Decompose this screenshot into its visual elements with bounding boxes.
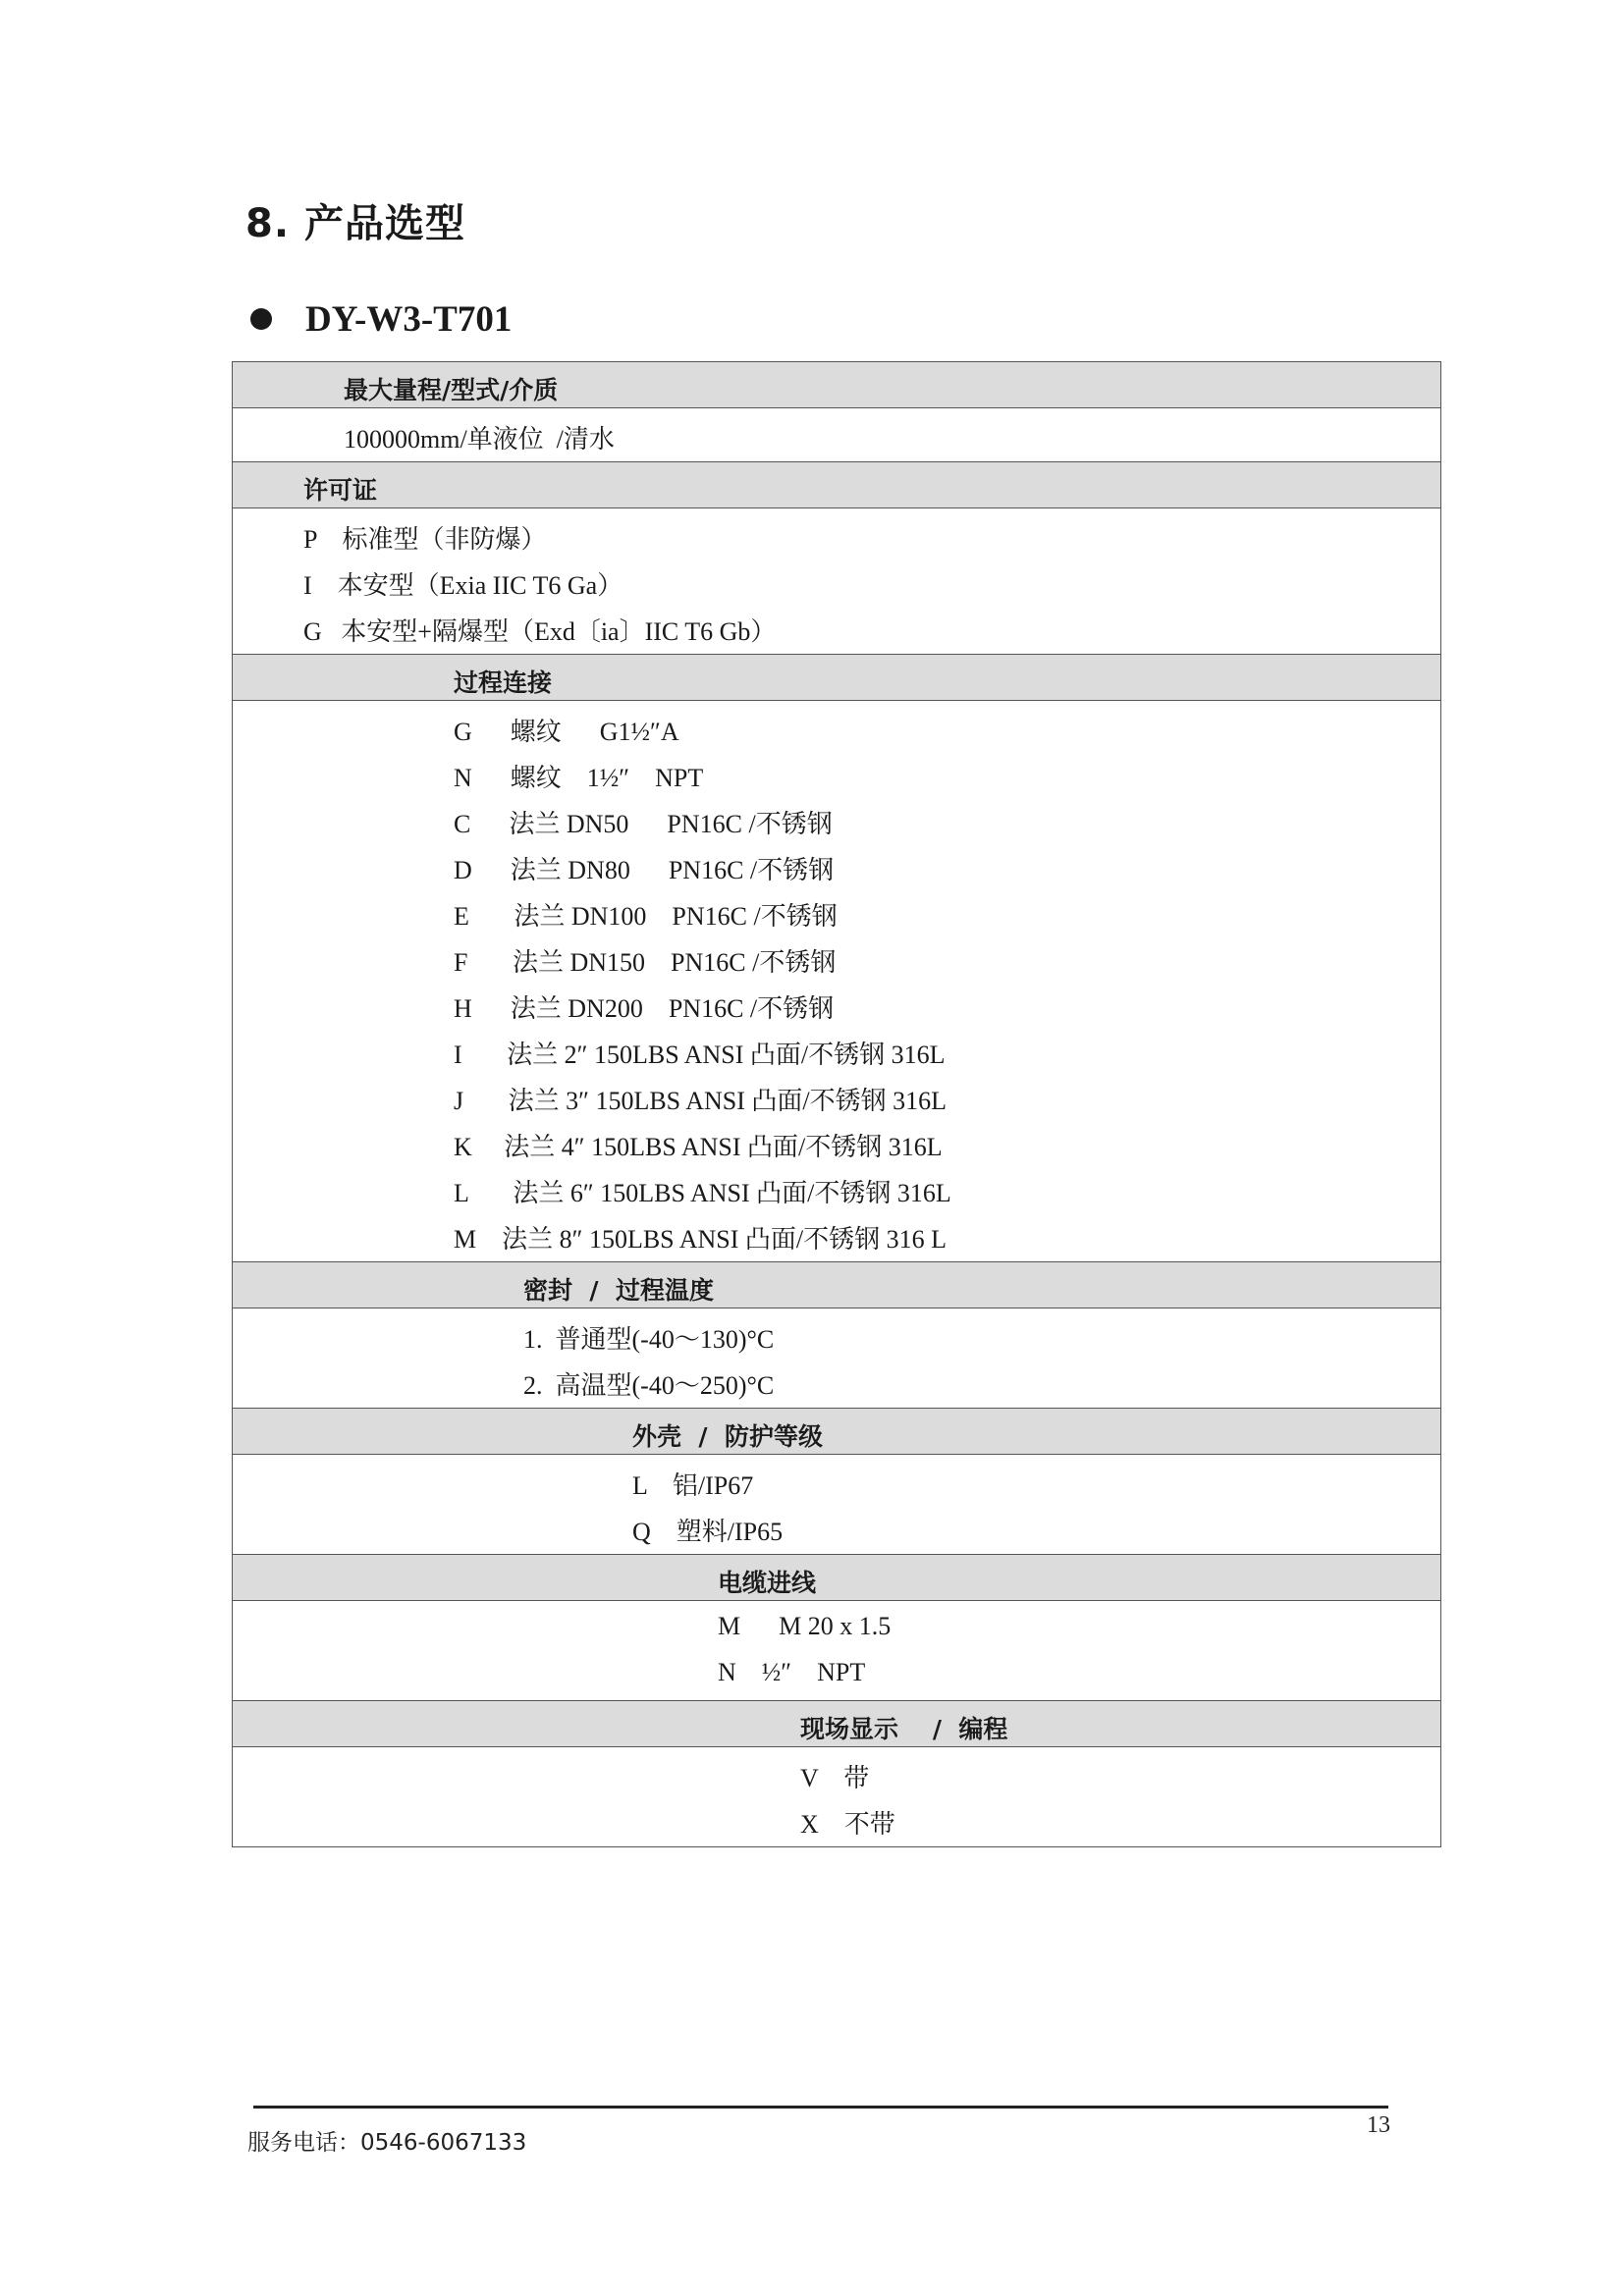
- section-header-label: 最大量程/型式/介质: [344, 376, 559, 404]
- section-header-label: 过程连接: [454, 668, 553, 697]
- option-row: D 法兰 DN80 PN16C /不锈钢: [454, 856, 835, 884]
- option-row: G 本安型+隔爆型（Exd〔ia〕IIC T6 Gb）: [303, 617, 777, 646]
- option-row: N ½″ NPT: [718, 1658, 866, 1686]
- section-body: [233, 701, 1440, 1262]
- section-header: [233, 462, 1440, 508]
- section-header: [233, 1701, 1440, 1747]
- bullet-icon: [250, 308, 272, 330]
- model-title: [245, 294, 512, 344]
- option-row: C 法兰 DN50 PN16C /不锈钢: [454, 810, 833, 838]
- option-row: 100000mm/单液位 /清水: [344, 425, 615, 454]
- section-body: [233, 508, 1440, 655]
- section-body: [233, 1747, 1440, 1846]
- model-label: DY-W3-T701: [305, 298, 513, 340]
- section-header-label: 现场显示 / 编程: [800, 1715, 1008, 1743]
- option-row: K 法兰 4″ 150LBS ANSI 凸面/不锈钢 316L: [454, 1133, 943, 1161]
- option-row: X 不带: [800, 1810, 895, 1839]
- option-row: H 法兰 DN200 PN16C /不锈钢: [454, 994, 835, 1023]
- section-header: [233, 362, 1440, 408]
- section-header-label: 密封 / 过程温度: [523, 1276, 714, 1305]
- option-row: L 铝/IP67: [632, 1471, 754, 1500]
- page-number: 13: [1367, 2112, 1390, 2138]
- option-row: 1. 普通型(-40～130)°C: [523, 1325, 775, 1354]
- option-row: Q 塑料/IP65: [632, 1518, 784, 1546]
- option-row: 2. 高温型(-40～250)°C: [523, 1371, 775, 1400]
- option-row: N 螺纹 1½″ NPT: [454, 764, 704, 792]
- option-row: J 法兰 3″ 150LBS ANSI 凸面/不锈钢 316L: [454, 1087, 947, 1115]
- section-header: [233, 655, 1440, 701]
- section-header-label: 电缆进线: [718, 1569, 817, 1597]
- section-body: [233, 1455, 1440, 1555]
- option-row: E 法兰 DN100 PN16C /不锈钢: [454, 902, 838, 931]
- section-header: [233, 1262, 1440, 1308]
- selection-table: [232, 361, 1441, 1847]
- section-body: [233, 1308, 1440, 1409]
- option-row: G 螺纹 G1½″A: [454, 718, 679, 746]
- option-row: P 标准型（非防爆）: [303, 525, 547, 554]
- option-row: V 带: [800, 1764, 870, 1792]
- section-body: [233, 1601, 1440, 1701]
- section-header: [233, 1555, 1440, 1601]
- option-row: L 法兰 6″ 150LBS ANSI 凸面/不锈钢 316L: [454, 1179, 951, 1207]
- option-row: M 法兰 8″ 150LBS ANSI 凸面/不锈钢 316 L: [454, 1225, 947, 1254]
- section-header-label: 许可证: [303, 476, 378, 505]
- option-row: F 法兰 DN150 PN16C /不锈钢: [454, 948, 837, 977]
- footer-service-phone: 服务电话：0546-6067133: [247, 2130, 527, 2156]
- option-row: I 法兰 2″ 150LBS ANSI 凸面/不锈钢 316L: [454, 1041, 946, 1069]
- section-header: [233, 1409, 1440, 1455]
- footer-divider: [253, 2106, 1388, 2109]
- section-header-label: 外壳 / 防护等级: [632, 1422, 823, 1451]
- option-row: M M 20 x 1.5: [718, 1612, 892, 1640]
- option-row: I 本安型（Exia IIC T6 Ga）: [303, 571, 623, 600]
- section-heading: 8. 产品选型: [245, 201, 465, 246]
- section-body: [233, 408, 1440, 462]
